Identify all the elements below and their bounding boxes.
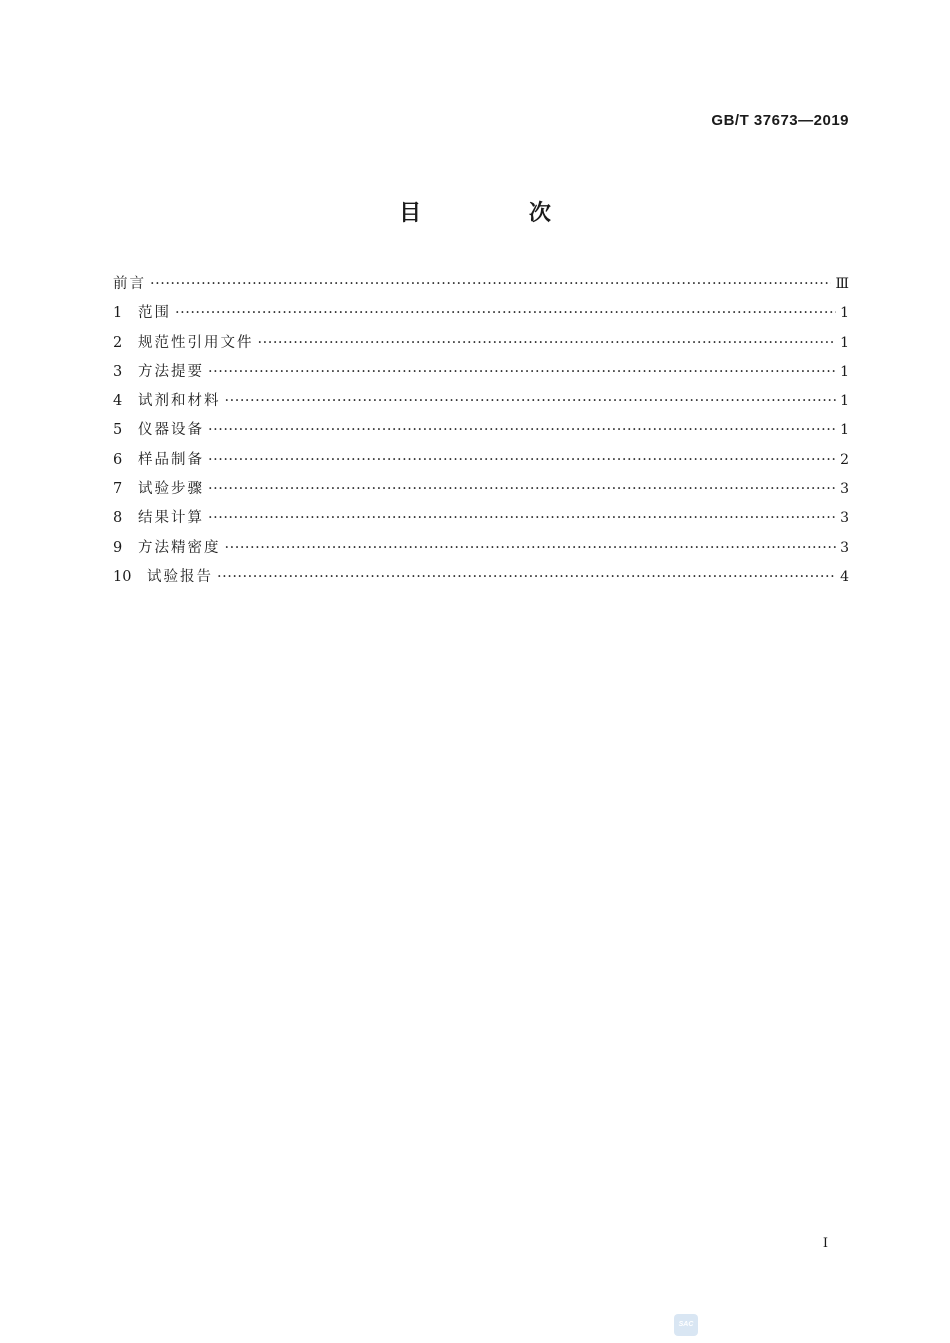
- toc-entry-number: 7: [113, 481, 123, 498]
- toc-entry-number: 2: [113, 334, 123, 351]
- toc-entry-label: 试验步骤: [138, 481, 204, 498]
- toc-dot-leader: [225, 534, 837, 563]
- toc-entry-result-calculation[interactable]: [113, 504, 849, 533]
- toc-entry-reagents-materials[interactable]: [113, 387, 849, 416]
- toc-entry-label: 样品制备: [138, 451, 204, 468]
- toc-entry-page: 4: [840, 568, 849, 585]
- sac-watermark-logo: SAC: [674, 1314, 698, 1336]
- toc-entry-page: 1: [840, 363, 849, 380]
- toc-entry-method-summary[interactable]: [113, 358, 849, 387]
- toc-entry-number: 5: [113, 422, 123, 439]
- toc-entry-scope[interactable]: [113, 299, 849, 328]
- toc-entry-label: 结果计算: [138, 510, 204, 527]
- toc-entry-number: 1: [113, 305, 123, 322]
- toc-entry-number: 3: [113, 363, 123, 380]
- toc-entry-label: 范围: [138, 305, 171, 322]
- toc-entry-test-procedure[interactable]: [113, 475, 849, 504]
- toc-entry-page: 1: [840, 334, 849, 351]
- toc-entry-number: 4: [113, 393, 123, 410]
- toc-entry-label: 规范性引用文件: [138, 334, 254, 351]
- toc-dot-leader: [208, 475, 836, 504]
- toc-entry-sample-preparation[interactable]: [113, 446, 849, 475]
- toc-entry-label: 方法精密度: [138, 539, 221, 556]
- page-title: 目 次: [399, 201, 601, 226]
- toc-entry-apparatus[interactable]: [113, 416, 849, 445]
- toc-entry-number: 8: [113, 510, 123, 527]
- toc-dot-leader: [208, 358, 836, 387]
- toc-entry-page: Ⅲ: [835, 276, 849, 292]
- toc-dot-leader: [208, 446, 836, 475]
- toc-entry-label: 试剂和材料: [138, 393, 221, 410]
- page-number: Ⅰ: [822, 1236, 828, 1251]
- toc-entry-page: 3: [840, 481, 849, 498]
- toc-entry-label: 仪器设备: [138, 422, 204, 439]
- toc-entry-method-precision[interactable]: [113, 534, 849, 563]
- toc-entry-number: 10: [113, 568, 132, 585]
- toc-entry-foreword[interactable]: [113, 270, 849, 299]
- toc-dot-leader: [217, 563, 836, 592]
- toc-entry-label: 试验报告: [147, 568, 213, 585]
- standard-number: GB/T 37673—2019: [711, 112, 849, 129]
- toc-entry-page: 3: [840, 510, 849, 527]
- toc-entry-test-report[interactable]: [113, 563, 849, 592]
- toc-entry-page: 2: [840, 451, 849, 468]
- toc-entry-page: 3: [840, 539, 849, 556]
- toc-entry-label: 方法提要: [138, 363, 204, 380]
- toc-dot-leader: [175, 299, 836, 328]
- toc-dot-leader: [208, 416, 836, 445]
- toc-entry-page: 1: [840, 305, 849, 322]
- toc-entry-label: 前言: [113, 276, 146, 292]
- toc-dot-leader: [208, 504, 836, 533]
- toc-entry-page: 1: [840, 393, 849, 410]
- toc-dot-leader: [225, 387, 837, 416]
- toc-dot-leader: [150, 270, 831, 299]
- toc-entry-page: 1: [840, 422, 849, 439]
- toc-entry-number: 6: [113, 451, 123, 468]
- table-of-contents: [113, 270, 849, 592]
- toc-dot-leader: [258, 329, 837, 358]
- toc-entry-number: 9: [113, 539, 123, 556]
- toc-entry-normative-references[interactable]: [113, 329, 849, 358]
